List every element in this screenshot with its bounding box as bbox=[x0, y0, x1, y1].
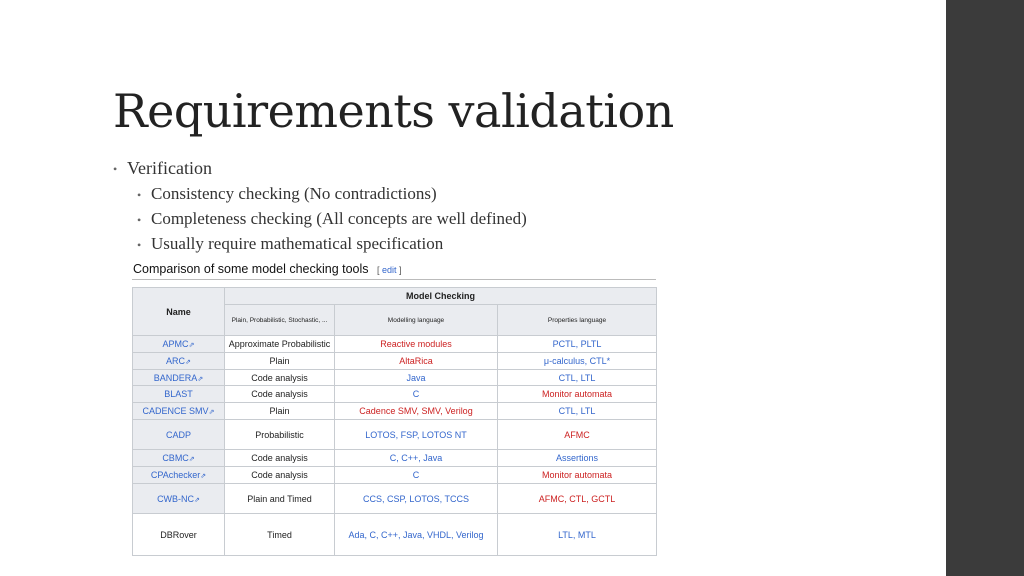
model-checking-table bbox=[132, 287, 657, 556]
type-cell: Plain bbox=[225, 403, 335, 420]
tool-name-cell bbox=[133, 370, 225, 386]
modelling-cell[interactable]: Ada, C, C++, Java, VHDL, Verilog bbox=[335, 514, 498, 556]
tool-name-cell bbox=[133, 353, 225, 370]
tool-link[interactable]: CADENCE SMV bbox=[142, 406, 209, 416]
properties-cell[interactable]: AFMC bbox=[498, 420, 657, 450]
type-cell: Probabilistic bbox=[225, 420, 335, 450]
properties-cell[interactable]: Monitor automata bbox=[498, 386, 657, 403]
properties-cell[interactable]: Monitor automata bbox=[498, 467, 657, 484]
tool-name-cell: DBRover bbox=[133, 514, 225, 556]
type-cell: Plain and Timed bbox=[225, 484, 335, 514]
tool-link[interactable]: BLAST bbox=[164, 389, 193, 399]
sub-bullet bbox=[137, 209, 527, 229]
caption-divider bbox=[132, 279, 656, 280]
tool-link[interactable]: CBMC bbox=[162, 453, 189, 463]
table-row bbox=[133, 336, 657, 353]
slide-title: Requirements validation bbox=[113, 84, 674, 138]
properties-cell[interactable]: μ-calculus, CTL* bbox=[498, 353, 657, 370]
modelling-cell[interactable]: C bbox=[335, 386, 498, 403]
bullet-dot-icon: • bbox=[137, 212, 142, 227]
bullet-text: Verification bbox=[127, 158, 212, 178]
header-model-checking: Model Checking bbox=[225, 288, 657, 305]
table-row bbox=[133, 514, 657, 556]
type-cell: Code analysis bbox=[225, 467, 335, 484]
tool-name-cell bbox=[133, 484, 225, 514]
tool-name-cell bbox=[133, 336, 225, 353]
header-name: Name bbox=[133, 288, 225, 336]
type-cell: Code analysis bbox=[225, 386, 335, 403]
table-row bbox=[133, 370, 657, 386]
properties-cell[interactable]: AFMC, CTL, GCTL bbox=[498, 484, 657, 514]
table-caption bbox=[133, 262, 402, 276]
tool-name-cell bbox=[133, 450, 225, 467]
external-link-icon: ⇗ bbox=[200, 473, 207, 480]
tool-link[interactable]: CADP bbox=[165, 429, 191, 440]
edit-section: [ edit ] bbox=[377, 265, 402, 275]
external-link-icon: ⇗ bbox=[197, 375, 204, 383]
external-link-icon: ⇗ bbox=[208, 409, 215, 416]
table-row bbox=[133, 353, 657, 370]
modelling-cell[interactable]: Java bbox=[335, 370, 498, 386]
modelling-cell[interactable]: AltaRica bbox=[335, 353, 498, 370]
properties-cell[interactable]: Assertions bbox=[498, 450, 657, 467]
table-row bbox=[133, 450, 657, 467]
properties-cell[interactable]: LTL, MTL bbox=[498, 514, 657, 556]
tool-link[interactable]: BANDERA bbox=[153, 372, 198, 383]
properties-cell[interactable]: CTL, LTL bbox=[498, 370, 657, 386]
modelling-cell[interactable]: Reactive modules bbox=[335, 336, 498, 353]
type-cell: Approximate Probabilistic bbox=[225, 336, 335, 353]
type-cell: Plain bbox=[225, 353, 335, 370]
table-row bbox=[133, 420, 657, 450]
bullet-dot-icon: • bbox=[137, 187, 142, 202]
table-row bbox=[133, 386, 657, 403]
caption-text: Comparison of some model checking tools bbox=[133, 262, 369, 276]
modelling-cell[interactable]: Cadence SMV, SMV, Verilog bbox=[335, 403, 498, 420]
table-row bbox=[133, 484, 657, 514]
tool-name-cell bbox=[133, 403, 225, 420]
modelling-cell[interactable]: C bbox=[335, 467, 498, 484]
slide-side-bar bbox=[946, 0, 1024, 576]
bullet-dot-icon: • bbox=[113, 162, 118, 177]
sub-bullet-text: Usually require mathematical specification bbox=[151, 234, 444, 253]
external-link-icon: ⇗ bbox=[188, 456, 195, 463]
table-row bbox=[133, 403, 657, 420]
sub-bullet-text: Completeness checking (All concepts are well defined) bbox=[151, 209, 527, 228]
type-cell: Code analysis bbox=[225, 370, 335, 386]
table-row bbox=[133, 467, 657, 484]
external-link-icon: ⇗ bbox=[185, 359, 191, 366]
edit-link[interactable]: edit bbox=[382, 265, 397, 275]
bullet-verification bbox=[113, 158, 212, 179]
tool-link[interactable]: APMC bbox=[162, 339, 189, 349]
external-link-icon: ⇗ bbox=[188, 342, 195, 349]
tool-name-cell bbox=[133, 420, 225, 450]
sub-bullet-text: Consistency checking (No contradictions) bbox=[151, 184, 437, 203]
modelling-cell[interactable]: C, C++, Java bbox=[335, 450, 498, 467]
type-cell: Timed bbox=[225, 514, 335, 556]
modelling-cell[interactable]: LOTOS, FSP, LOTOS NT bbox=[335, 420, 498, 450]
properties-cell[interactable]: PCTL, PLTL bbox=[498, 336, 657, 353]
external-link-icon: ⇗ bbox=[194, 496, 200, 504]
subheader-type: Plain, Probabilistic, Stochastic, ... bbox=[225, 305, 335, 336]
tool-link[interactable]: CWB-NC bbox=[157, 493, 195, 504]
sub-bullet bbox=[137, 234, 443, 254]
modelling-cell[interactable]: CCS, CSP, LOTOS, TCCS bbox=[335, 484, 498, 514]
subheader-properties: Properties language bbox=[498, 305, 657, 336]
tool-link[interactable]: ARC bbox=[166, 356, 186, 366]
subheader-modelling: Modelling language bbox=[335, 305, 498, 336]
tool-link[interactable]: CPAchecker bbox=[150, 470, 201, 480]
tool-name-cell bbox=[133, 467, 225, 484]
tool-name-cell bbox=[133, 386, 225, 403]
type-cell: Code analysis bbox=[225, 450, 335, 467]
properties-cell[interactable]: CTL, LTL bbox=[498, 403, 657, 420]
bullet-dot-icon: • bbox=[137, 237, 142, 252]
sub-bullet bbox=[137, 184, 437, 204]
